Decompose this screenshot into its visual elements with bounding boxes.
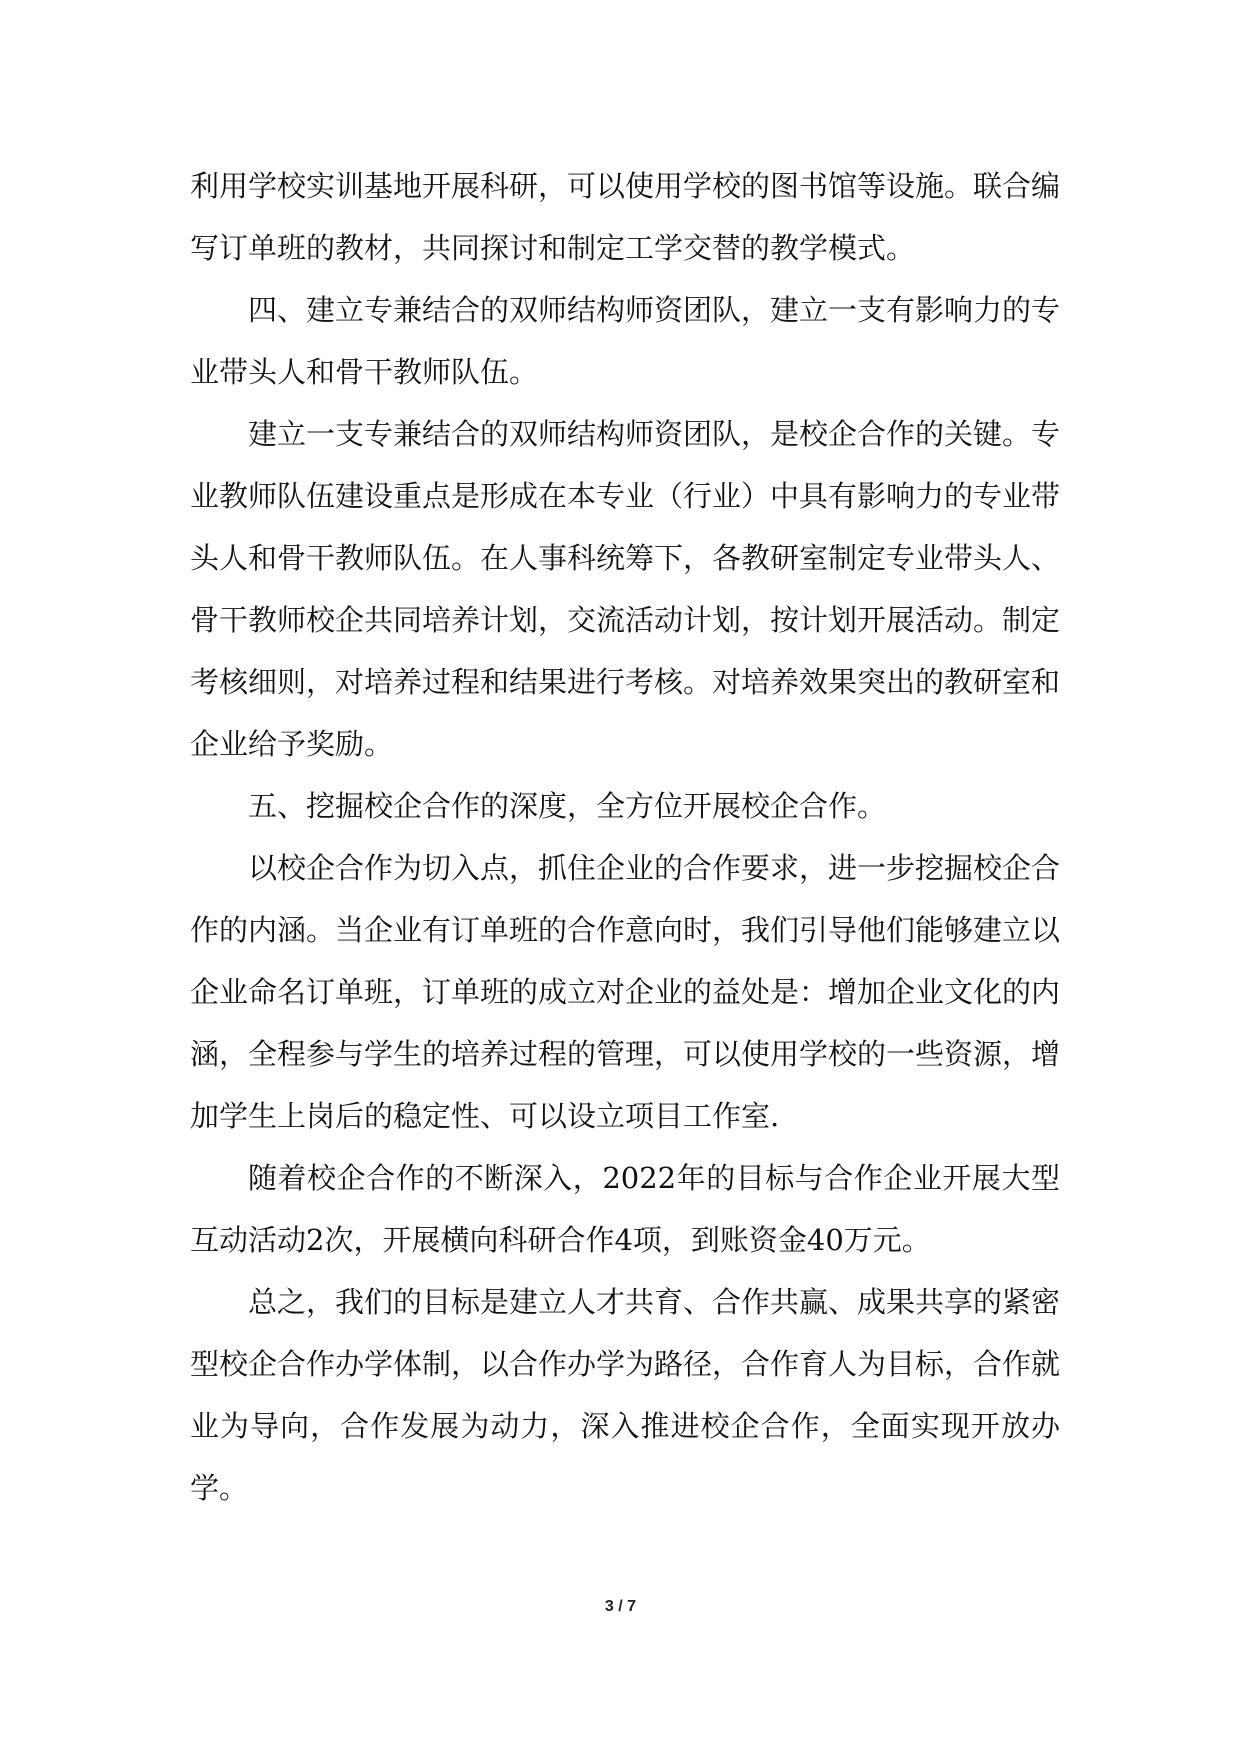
paragraph-cooperation-depth: 以校企合作为切入点，抓住企业的合作要求，进一步挖掘校企合作的内涵。当企业有订单班的合作意向时，我们引导他们能够建立以企业命名订单班，订单班的成立对企业的益处是：增加企业文化的内涵，全程参与学生的培养过程的管理，可以使用学校的一些资源，增加学生上岗后的稳定性、可以设立项目工作室.	[190, 851, 1061, 1133]
section-heading-five: 五、挖掘校企合作的深度，全方位开展校企合作。	[248, 789, 887, 823]
paragraph-faculty-team: 建立一支专兼结合的双师结构师资团队，是校企合作的关键。专业教师队伍建设重点是形成在本专业（行业）中具有影响力的专业带头人和骨干教师队伍。在人事科统筹下，各教研室制定专业带头人、骨干教师校企共同培养计划，交流活动计划，按计划开展活动。制定考核细则，对培养过程和结果进行考核。对培养效果突出的教研室和企业给予奖励。	[190, 417, 1061, 761]
paragraph-2022-goals: 随着校企合作的不断深入，2022年的目标与合作企业开展大型互动活动2次，开展横向科研合作4项，到账资金40万元。	[190, 1161, 1060, 1257]
paragraph-conclusion: 总之，我们的目标是建立人才共育、合作共赢、成果共享的紧密型校企合作办学体制，以合作办学为路径，合作育人为目标，合作就业为导向，合作发展为动力，深入推进校企合作，全面实现开放办学。	[190, 1285, 1061, 1505]
page-number: 3 / 7	[604, 1598, 637, 1615]
section-heading-four: 四、建立专兼结合的双师结构师资团队，建立一支有影响力的专业带头人和骨干教师队伍。	[190, 293, 1061, 389]
document-body	[190, 155, 1060, 1519]
paragraph-continued: 利用学校实训基地开展科研，可以使用学校的图书馆等设施。联合编写订单班的教材，共同探讨和制定工学交替的教学模式。	[190, 169, 1061, 265]
